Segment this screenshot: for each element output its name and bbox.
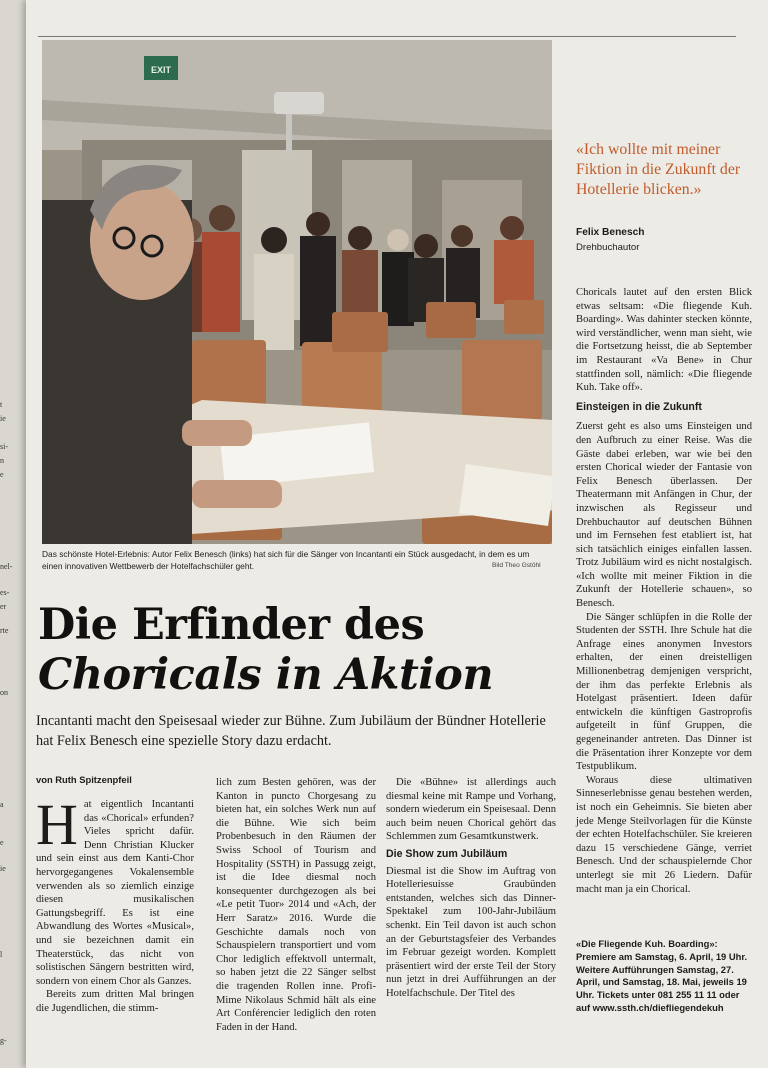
strip-text: nel- — [0, 562, 13, 571]
strip-text: e — [0, 838, 4, 847]
strip-text: t — [0, 400, 3, 409]
subheading: Die Show zum Jubiläum — [386, 847, 508, 860]
article-photo — [42, 40, 552, 544]
pull-quote: «Ich wollte mit meiner Fiktion in die Zukunft der Hotellerie blicken.» — [576, 141, 741, 198]
strip-text: rte — [0, 626, 9, 635]
paragraph: Bereits zum dritten Mal bringen die Jugendlichen, die stimm- — [36, 989, 194, 1014]
article-column-3 — [386, 776, 556, 1001]
top-rule — [38, 36, 736, 37]
exit-sign-text: EXIT — [150, 65, 172, 75]
headline — [38, 600, 558, 700]
paragraph: Zuerst geht es also ums Einsteigen und den Aufbruch zu einer Reise. Was die Gäste dabei erleben, war wie bei den ersten Chorical wieder der Fantasie von Felix Benesch überlassen. Der Theatermann mit Anfängen in Chur, der inzwischen als Regisseur und Drehbuchautor auf deutschen Bühnen und im Fernsehen fest etabliert ist, hat sich tatsächlich einiges einfallen lassen. Trotz Jubiläum wird es nicht nostalgisch. «Ich wollte mit meiner Fiktion in die Zukunft der Hotellerie schauen», so Benesch. — [576, 421, 752, 610]
headline-line-1: Die Erfinder des — [38, 600, 425, 650]
strip-text: er — [0, 602, 7, 611]
paragraph: Diesmal ist die Show im Auftrag von Hotelleriesuisse Graubünden entstanden, welches sich das Dinner-Spektakel zum 100-Jahr-Jubiläum schenkt. Ein Teil davon ist auch schon an der Geburtstagsfeier des Verbandes im Februar gezeigt worden. Komplett präsentiert wird der erste Teil der Story nun jetzt in drei Aufführungen an der Hotelfachschule. Der Titel des — [386, 865, 556, 999]
headline-line-2: Choricals in Aktion — [38, 650, 494, 700]
strip-text: n — [0, 456, 4, 465]
article-column-4 — [576, 286, 752, 896]
adjacent-page-strip — [0, 0, 26, 1068]
strip-text: g- — [0, 1036, 7, 1045]
byline: von Ruth Spitzenpfeil — [36, 774, 132, 785]
strip-text: on — [0, 688, 8, 697]
strip-text: l — [0, 950, 3, 959]
paragraph: at eigentlich Incantanti das «Chorical» erfunden? Vieles spricht dafür. Denn Christian Klucker und sein einst aus dem Kanti-Chor hervorgegangenes Vokalensemble verwenden als so ziemlich einzige diesen musikalischen Gattungsbegriff. Es ist eine Abwandlung des Wortes «Musical», und sie bezeichnen damit ein Theaterstück, das nicht von solistischen Sängern bestritten wird, sondern von einem Chor als Ganzes. — [36, 799, 194, 987]
article-column-2 — [216, 776, 376, 1034]
event-info-box: «Die Fliegende Kuh. Boarding»: Premiere am Samstag, 6. April, 19 Uhr. Weitere Aufführungen Samstag, 27. April, und Samstag, 18. Mai, jeweils 19 Uhr. Tickets unter 081 255 11 11 oder auf www.ssth.ch/diefliegendekuh — [576, 938, 748, 1013]
subheading: Einsteigen in die Zukunft — [576, 400, 702, 413]
paragraph: Choricals lautet auf den ersten Blick etwas seltsam: «Die fliegende Kuh. Boarding». Was dahinter stecken könnte, wird verständlicher, wenn man sieht, wie die Fortsetzung heisst, die ab September im Restaurant «Va Bene» in Chur stattfinden soll, nämlich: «Die fliegende Kuh. Take off». — [576, 287, 752, 394]
lead-paragraph: Incantanti macht den Speisesaal wieder zur Bühne. Zum Jubiläum der Bündner Hotellerie hat Felix Benesch eine spezielle Story dazu erdacht. — [36, 713, 546, 749]
strip-text: ie — [0, 864, 6, 873]
strip-text: ie — [0, 414, 6, 423]
strip-text: a — [0, 800, 4, 809]
photo-credit: Bild Theo Gstöhl — [492, 562, 541, 569]
paragraph: Woraus diese ultimativen Sinneserlebnisse genau bestehen werden, ist noch ein Geheimnis. Sie bieten aber jede Menge Steilvorlagen für die Künste der echten Hotelfachschüler. Sie kreieren dazu 15 verschiedene Gänge, verriet Benesch. Und der schauspielernde Chor unterlegt sie mit 26 Liedern. Dafür macht man ja ein Chorical. — [576, 774, 752, 895]
paragraph: Die «Bühne» ist allerdings auch diesmal keine mit Rampe und Vorhang, sondern wiederum ein Speisesaal. Denn auch beim neuen Chorical gehört das Schlemmen zum Gesamtkunstwerk. — [386, 777, 556, 843]
pull-quote-name: Felix Benesch — [576, 227, 645, 238]
rehearsal-photo-illustration — [42, 40, 552, 544]
strip-text: es- — [0, 588, 10, 597]
photo-caption: Das schönste Hotel-Erlebnis: Autor Felix Benesch (links) hat sich für die Sänger von Incantanti ein Stück ausgedacht, in dem es um einen innovativen Wettbewerb der Hotelfachschüler geht. — [42, 549, 530, 571]
newspaper-page — [26, 0, 768, 1068]
paragraph: Die Sänger schlüpfen in die Rolle der Studenten der SSTH. Ihre Schule hat die Anfrage eines anonymen Investors erhalten, der einen dreistelligen Millionenbetrag demjenigen verspricht, der ihm das perfekte Erlebnis als Hotelgast präsentiert. Ideen dafür entwickeln die künftigen Gastroprofis aufgeteilt in fünf Gruppen, die gegeneinander antreten. Das Dinner ist die Präsentation ihrer Konzepte vor dem Testpublikum. — [576, 611, 752, 773]
pull-quote-role: Drehbuchautor — [576, 242, 640, 253]
article-column-1 — [36, 792, 194, 1016]
strip-text: si- — [0, 442, 8, 451]
strip-text: e — [0, 470, 4, 479]
drop-cap: H — [36, 792, 78, 857]
paragraph: lich zum Besten gehören, was der Kanton in puncto Chorgesang zu bieten hat, ein solches Werk nun auf die Bühne. Wie sich beim Probenbesuch in den Räumen der Swiss School of Tourism and Hospitality (SSTH) in Passugg zeigt, ist die Idee diesmal noch konsequenter durchgezogen als bei «Le petit Tuor» 2014 und «Ach, der Herr Saratz» 2016. Wurde die Geschichte damals noch von Schauspielern transportiert und vom Chor lediglich effektvoll untermalt, so haben jetzt die 22 Sänger selbst die tragenden Rollen inne. Profi-Mime Nikolaus Schmid hält als eine Art Conférencier lediglich den roten Faden in der Hand. — [216, 777, 376, 1033]
